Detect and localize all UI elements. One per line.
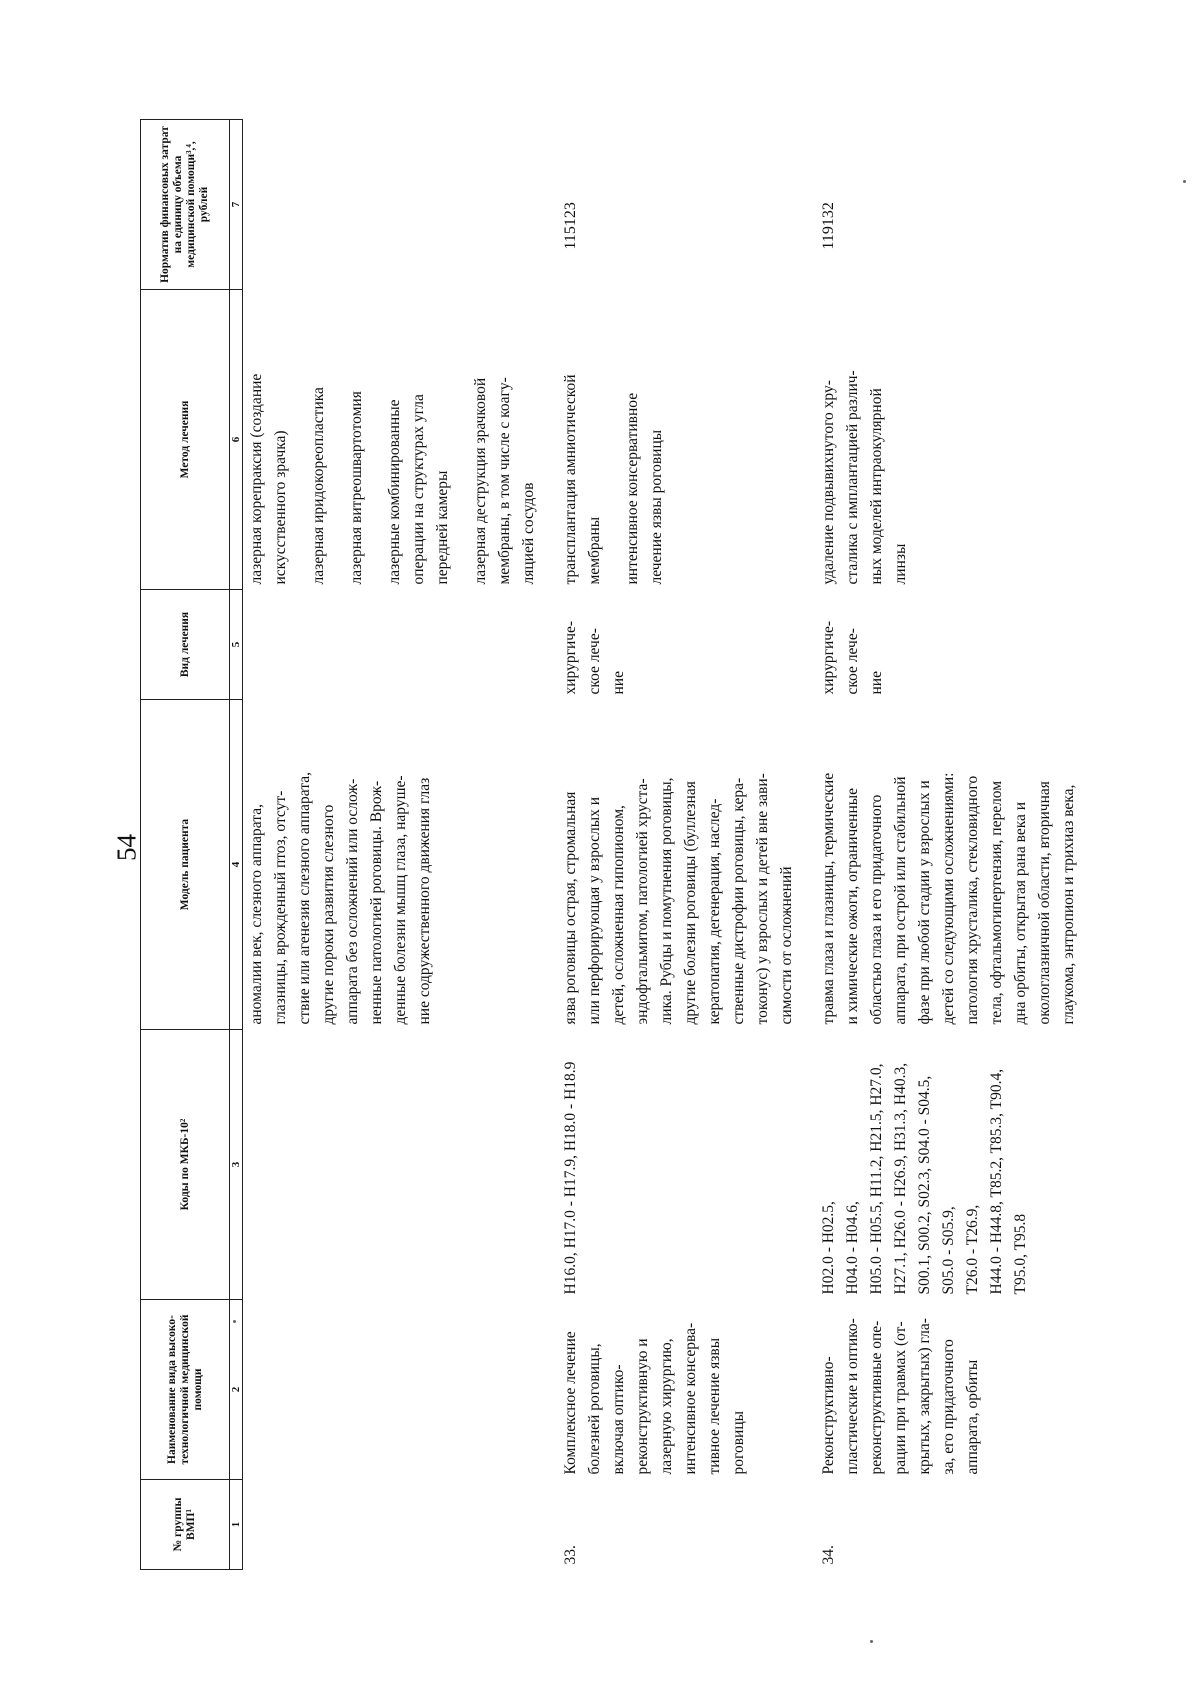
method-text: лазерные комбинированные операции на структурах угла передней камеры <box>386 394 451 585</box>
col-number: 1 <box>230 1480 243 1570</box>
group-number: 33. <box>562 1545 579 1565</box>
model-text: травма глаза и глазницы, термические и химические ожоги, ограниченные областью глаза и его придаточного аппарата, при острой или стабильной фазе при любой стадии у взрослых и детей со следующими осложнениями: патология хрусталика, стекловидного тела, офтальмогипертензия, перелом дна орбиты, открытая рана века и окологлазничной области, вторичная глаукома, энтропион и трихиаз века, <box>820 772 1077 1025</box>
vmp-table <box>140 119 1083 1570</box>
treatment-type: хирургиче- ское лече- ние <box>562 620 627 695</box>
header-treatment-type: Вид лечения <box>141 590 230 700</box>
method-text: удаление подвывихнутого хру- сталика с имплантацией различ- ных моделей интраокулярной линзы <box>820 370 909 585</box>
model-text: аномалии век, слезного аппарата, глазницы, врожденный птоз, отсут- ствие или агенезия слезного аппарата, другие пороки развития слезного аппарата без осложнений или ослож- ненные патологией роговицы. Врож- денные болезни мышц глаза, наруше- ние содружественного движения глаз <box>248 772 433 1025</box>
treatment-type: хирургиче- ское лече- ние <box>820 620 885 695</box>
vmp-name: Комплексное лечение болезней роговицы, включая оптико- реконструктивную и лазерную хирургию, интенсивное консерва- тивное лечение язвы роговицы <box>562 1322 747 1475</box>
method-text: интенсивное консервативное лечение язвы роговицы <box>624 392 665 585</box>
col-number: 5 <box>230 590 243 700</box>
norm-value: 115123 <box>562 202 579 250</box>
scan-speck <box>1183 180 1186 183</box>
col-number: 4 <box>230 700 243 1030</box>
table-row-33 <box>543 120 801 1570</box>
header-model: Модель пациента <box>141 700 230 1030</box>
header-codes: Коды по МКБ-10² <box>141 1030 230 1300</box>
table-header-row <box>141 120 230 1570</box>
icd-codes: H16.0, H17.0 - H17.9, H18.0 - H18.9 <box>562 1061 579 1295</box>
method-text: лазерная иридокореопластика <box>310 387 327 585</box>
page-number: 54 <box>111 834 142 861</box>
col-number: 3 <box>230 1030 243 1300</box>
norm-value: 119132 <box>820 202 837 250</box>
header-norm: Норматив финансовых затрат на единицу объема медицинской помощи³,⁴, рублей <box>141 120 230 290</box>
method-text: лазерная корепраксия (создание искусственного зрачка) <box>248 373 289 585</box>
group-number: 34. <box>820 1545 837 1565</box>
model-text: язва роговицы острая, стромальная или перфорирующая у взрослых и детей, осложненная гипопионом, эндофтальмитом, патологией хруста- лика. Рубцы и помутнения роговицы, другие болезни роговицы (буллезная кератопатия, дегенерация, наслед- ственные дистрофии роговицы, кера- токонус) у взрослых и детей вне зави- симости от осложнений <box>562 773 795 1025</box>
header-method: Метод лечения <box>141 290 230 590</box>
header-group-no: № группы ВМП¹ <box>141 1480 230 1570</box>
col-number: 6 <box>230 290 243 590</box>
col-number: 2 <box>230 1300 243 1480</box>
scan-speck <box>870 1640 873 1643</box>
column-number-row <box>230 120 243 1570</box>
table-row-continuation <box>243 120 544 1570</box>
method-text: лазерная витреошвартотомия <box>348 391 365 585</box>
icd-codes: H02.0 - H02.5, H04.0 - H04.6, H05.0 - H05.5, H11.2, H21.5, H27.0, H27.1, H26.0 - H26.9, H31.3, H40.3, S00.1, S00.2, S02.3, S04.0 - S04.5, S05.0 - S05.9, T26.0 - T26.9, H44.0 - H44.8, T85.2, T85.3, T90.4, T95.0, T95.8 <box>820 1062 1029 1295</box>
col-number: 7 <box>230 120 243 290</box>
rotated-table-container <box>140 120 1140 1570</box>
table-row-34 <box>801 120 1083 1570</box>
method-text: лазерная деструкция зрачковой мембраны, в том числе с коагу- ляцией сосудов <box>472 377 537 585</box>
vmp-name: Реконструктивно- пластические и оптико- реконструктивные опе- рации при травмах (от- крытых, закрытых) гла- за, его придаточного аппарата, орбиты <box>820 1318 981 1475</box>
method-text: трансплантация амниотической мембраны <box>562 374 603 585</box>
header-name: Наименование вида высоко-технологичной медицинской помощи <box>141 1300 230 1480</box>
